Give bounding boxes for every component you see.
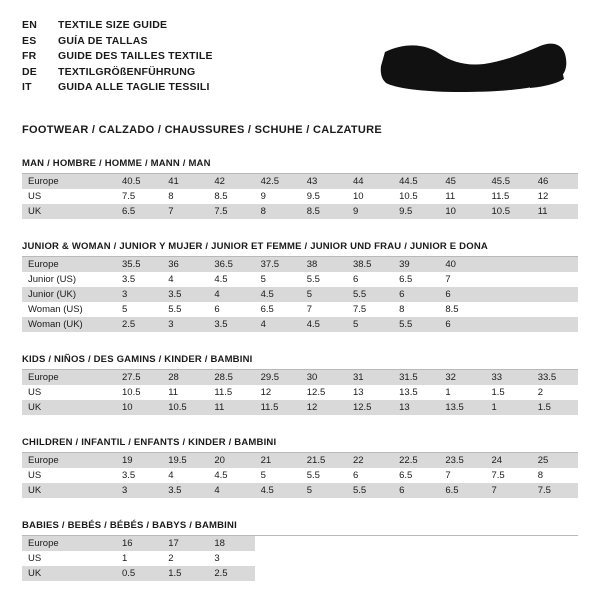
cell: 3 xyxy=(214,553,220,564)
cell: 46 xyxy=(532,174,578,189)
row-label: Europe xyxy=(22,257,116,272)
cell: 5.5 xyxy=(306,274,320,285)
size-table xyxy=(22,370,578,415)
cell: 10.5 xyxy=(399,191,418,202)
cell: 8 xyxy=(255,204,301,219)
cell: 11.5 xyxy=(255,400,301,415)
cell: 20 xyxy=(208,453,254,468)
cell: 5 xyxy=(260,470,266,481)
cell: 22 xyxy=(347,453,393,468)
table-row xyxy=(22,317,578,332)
cell: 1 xyxy=(122,553,128,564)
table-row xyxy=(22,204,578,219)
cell: 3.5 xyxy=(122,274,136,285)
table-row xyxy=(22,385,578,400)
size-block-man xyxy=(22,158,578,219)
table-row xyxy=(22,257,578,272)
cell: 3.5 xyxy=(208,317,254,332)
cell: 5 xyxy=(260,274,266,285)
cell: 8.5 xyxy=(445,304,459,315)
cell: 40.5 xyxy=(116,174,162,189)
cell: 21 xyxy=(255,453,301,468)
cell: 12 xyxy=(537,191,549,202)
cell xyxy=(532,317,578,332)
cell: 3.5 xyxy=(162,483,208,498)
size-table xyxy=(22,174,578,219)
cell: 5.5 xyxy=(168,304,182,315)
table-row xyxy=(22,483,578,498)
cell: 10 xyxy=(116,400,162,415)
table-row xyxy=(22,468,578,483)
table-row xyxy=(22,302,578,317)
table-row xyxy=(22,536,578,551)
cell: 3 xyxy=(116,287,162,302)
cell: 32 xyxy=(439,370,485,385)
cell xyxy=(486,536,532,551)
document-header xyxy=(22,18,578,104)
cell xyxy=(347,566,393,581)
cell: 6 xyxy=(439,317,485,332)
cell: 1.5 xyxy=(491,387,505,398)
cell: 39 xyxy=(393,257,439,272)
cell: 4 xyxy=(208,287,254,302)
cell: 6 xyxy=(439,287,485,302)
cell: 10.5 xyxy=(162,400,208,415)
cell: 5.5 xyxy=(347,287,393,302)
size-table xyxy=(22,257,578,332)
cell: 1.5 xyxy=(532,400,578,415)
cell xyxy=(532,272,578,287)
cell: 33.5 xyxy=(532,370,578,385)
cell xyxy=(486,317,532,332)
cell: 4 xyxy=(255,317,301,332)
language-code: DE xyxy=(22,65,37,78)
cell: 8 xyxy=(537,470,543,481)
cell xyxy=(532,257,578,272)
cell: 11 xyxy=(208,400,254,415)
cell: 31.5 xyxy=(393,370,439,385)
cell: 28 xyxy=(162,370,208,385)
row-label: UK xyxy=(22,566,116,581)
language-title: TEXTILGRÖßENFÜHRUNG xyxy=(58,65,196,78)
language-title-list xyxy=(22,18,213,96)
cell: 3.5 xyxy=(122,470,136,481)
cell: 16 xyxy=(116,536,162,551)
cell: 3.5 xyxy=(162,287,208,302)
language-code: ES xyxy=(22,34,37,47)
cell xyxy=(347,536,393,551)
cell: 17 xyxy=(162,536,208,551)
language-row xyxy=(22,18,213,34)
cell xyxy=(393,536,439,551)
table-row xyxy=(22,287,578,302)
language-title: GUÍA DE TALLAS xyxy=(58,34,148,47)
cell: 33 xyxy=(486,370,532,385)
cell: 9.5 xyxy=(306,191,320,202)
cell xyxy=(532,287,578,302)
row-label: Europe xyxy=(22,536,116,551)
cell: 6 xyxy=(214,304,220,315)
row-label: Woman (UK) xyxy=(22,317,116,332)
cell: 3 xyxy=(116,483,162,498)
size-block-children xyxy=(22,437,578,498)
cell xyxy=(439,551,485,566)
cell: 13 xyxy=(393,400,439,415)
cell: 38 xyxy=(301,257,347,272)
cell: 1.5 xyxy=(162,566,208,581)
block-title: BABIES / BEBÉS / BÉBÉS / BABYS / BAMBINI xyxy=(22,520,578,536)
cell: 23.5 xyxy=(439,453,485,468)
language-row xyxy=(22,34,213,50)
cell: 8 xyxy=(168,191,174,202)
cell: 6 xyxy=(352,470,359,481)
cell: 4.5 xyxy=(214,470,228,481)
cell: 2.5 xyxy=(116,317,162,332)
cell xyxy=(255,566,301,581)
block-title: KIDS / NIÑOS / DES GAMINS / KINDER / BAMBINI xyxy=(22,354,578,370)
cell xyxy=(255,551,301,566)
table-row xyxy=(22,551,578,566)
cell: 6 xyxy=(393,483,439,498)
language-code: FR xyxy=(22,50,37,62)
cell: 9 xyxy=(260,191,266,202)
cell: 10 xyxy=(439,204,485,219)
cell: 36 xyxy=(162,257,208,272)
row-label: US xyxy=(28,470,42,481)
cell: 0.5 xyxy=(116,566,162,581)
cell: 2.5 xyxy=(208,566,254,581)
table-row xyxy=(22,400,578,415)
cell: 11 xyxy=(168,387,179,398)
row-label: Europe xyxy=(22,174,116,189)
size-block-junior-woman xyxy=(22,241,578,332)
cell: 5 xyxy=(301,483,347,498)
cell: 13.5 xyxy=(399,387,418,398)
cell: 18 xyxy=(208,536,254,551)
cell: 9.5 xyxy=(393,204,439,219)
cell: 5.5 xyxy=(306,470,320,481)
cell: 24 xyxy=(486,453,532,468)
cell: 37.5 xyxy=(255,257,301,272)
cell: 11 xyxy=(445,191,456,202)
row-label: Europe xyxy=(22,370,116,385)
language-row xyxy=(22,80,213,96)
row-label: UK xyxy=(22,483,116,498)
cell: 1 xyxy=(486,400,532,415)
cell: 6.5 xyxy=(399,274,413,285)
language-title: GUIDE DES TAILLES TEXTILE xyxy=(58,50,213,62)
cell: 7.5 xyxy=(208,204,254,219)
cell xyxy=(486,302,532,317)
cell xyxy=(532,566,578,581)
row-label: UK xyxy=(22,204,116,219)
cell: 42.5 xyxy=(255,174,301,189)
cell: 4 xyxy=(208,483,254,498)
row-label: US xyxy=(28,387,42,398)
cell: 13 xyxy=(352,387,364,398)
cell xyxy=(347,551,393,566)
cell: 4.5 xyxy=(214,274,228,285)
cell xyxy=(393,566,439,581)
cell xyxy=(393,551,439,566)
cell xyxy=(301,536,347,551)
cell: 6.5 xyxy=(116,204,162,219)
block-title: CHILDREN / INFANTIL / ENFANTS / KINDER / BAMBINI xyxy=(22,437,578,453)
row-label: US xyxy=(28,553,42,564)
cell xyxy=(486,257,532,272)
row-label: Europe xyxy=(22,453,116,468)
table-row xyxy=(22,370,578,385)
cell: 36.5 xyxy=(208,257,254,272)
cell xyxy=(532,551,578,566)
cell: 41 xyxy=(162,174,208,189)
row-label: Woman (US) xyxy=(28,304,83,315)
cell: 5 xyxy=(347,317,393,332)
row-label: US xyxy=(28,191,42,202)
cell: 11.5 xyxy=(491,191,510,202)
cell: 19 xyxy=(116,453,162,468)
cell: 5.5 xyxy=(347,483,393,498)
table-row xyxy=(22,453,578,468)
cell: 44.5 xyxy=(393,174,439,189)
cell xyxy=(255,536,301,551)
cell: 9 xyxy=(347,204,393,219)
cell: 6.5 xyxy=(439,483,485,498)
cell: 43 xyxy=(301,174,347,189)
language-row xyxy=(22,49,213,65)
language-row xyxy=(22,65,213,81)
cell: 4 xyxy=(168,470,174,481)
cell: 10.5 xyxy=(486,204,532,219)
cell: 1 xyxy=(445,387,451,398)
cell: 4.5 xyxy=(255,483,301,498)
language-code: EN xyxy=(22,19,37,31)
cell: 7.5 xyxy=(122,191,136,202)
cell: 12 xyxy=(260,387,272,398)
cell: 10.5 xyxy=(122,387,141,398)
cell: 12.5 xyxy=(347,400,393,415)
cell: 44 xyxy=(347,174,393,189)
cell: 25 xyxy=(532,453,578,468)
size-table xyxy=(22,536,578,581)
cell: 7 xyxy=(306,304,313,315)
cell: 7.5 xyxy=(491,470,505,481)
size-block-kids xyxy=(22,354,578,415)
cell: 42 xyxy=(208,174,254,189)
dress-shoe-icon xyxy=(380,32,570,104)
block-title: MAN / HOMBRE / HOMME / MANN / MAN xyxy=(22,158,578,174)
cell: 7.5 xyxy=(352,304,367,315)
cell: 21.5 xyxy=(301,453,347,468)
cell: 12 xyxy=(301,400,347,415)
cell: 5 xyxy=(301,287,347,302)
cell: 35.5 xyxy=(116,257,162,272)
cell: 40 xyxy=(439,257,485,272)
cell: 8.5 xyxy=(214,191,228,202)
table-row xyxy=(22,272,578,287)
cell: 5.5 xyxy=(393,317,439,332)
cell: 19.5 xyxy=(162,453,208,468)
row-label: Junior (UK) xyxy=(22,287,116,302)
cell: 3 xyxy=(162,317,208,332)
table-row xyxy=(22,189,578,204)
cell: 8.5 xyxy=(301,204,347,219)
size-block-babies xyxy=(22,520,578,581)
cell: 7 xyxy=(445,274,451,285)
cell xyxy=(301,566,347,581)
cell xyxy=(486,551,532,566)
row-label: Junior (US) xyxy=(28,274,77,285)
cell: 13.5 xyxy=(439,400,485,415)
cell: 22.5 xyxy=(393,453,439,468)
cell: 45.5 xyxy=(486,174,532,189)
language-title: GUIDA ALLE TAGLIE TESSILI xyxy=(58,81,210,93)
cell: 5 xyxy=(122,304,128,315)
cell xyxy=(486,287,532,302)
table-row xyxy=(22,566,578,581)
cell: 27.5 xyxy=(116,370,162,385)
language-code: IT xyxy=(22,81,32,93)
cell: 2 xyxy=(168,553,174,564)
cell xyxy=(439,536,485,551)
cell: 29.5 xyxy=(255,370,301,385)
cell xyxy=(532,302,578,317)
cell xyxy=(486,272,532,287)
cell xyxy=(532,536,578,551)
category-heading: FOOTWEAR / CALZADO / CHAUSSURES / SCHUHE / CALZATURE xyxy=(22,124,383,136)
cell xyxy=(439,566,485,581)
cell: 28.5 xyxy=(208,370,254,385)
cell: 6.5 xyxy=(260,304,274,315)
cell: 10 xyxy=(352,191,364,202)
cell: 7.5 xyxy=(532,483,578,498)
block-title: JUNIOR & WOMAN / JUNIOR Y MUJER / JUNIOR ET FEMME / JUNIOR UND FRAU / JUNIOR E DONA xyxy=(22,241,578,257)
language-title: TEXTILE SIZE GUIDE xyxy=(58,19,168,31)
cell: 30 xyxy=(301,370,347,385)
cell xyxy=(301,551,347,566)
cell: 31 xyxy=(347,370,393,385)
cell: 6 xyxy=(352,274,359,285)
cell: 12.5 xyxy=(306,387,326,398)
cell: 8 xyxy=(399,304,405,315)
row-label: UK xyxy=(22,400,116,415)
cell: 4.5 xyxy=(301,317,347,332)
cell: 4 xyxy=(168,274,174,285)
cell xyxy=(486,566,532,581)
cell: 2 xyxy=(537,387,543,398)
cell: 4.5 xyxy=(255,287,301,302)
cell: 38.5 xyxy=(347,257,393,272)
table-row xyxy=(22,174,578,189)
cell: 7 xyxy=(162,204,208,219)
cell: 11 xyxy=(532,204,578,219)
cell: 6.5 xyxy=(399,470,413,481)
cell: 7 xyxy=(486,483,532,498)
cell: 11.5 xyxy=(214,387,233,398)
size-table xyxy=(22,453,578,498)
cell: 7 xyxy=(445,470,451,481)
cell: 45 xyxy=(439,174,485,189)
cell: 6 xyxy=(393,287,439,302)
